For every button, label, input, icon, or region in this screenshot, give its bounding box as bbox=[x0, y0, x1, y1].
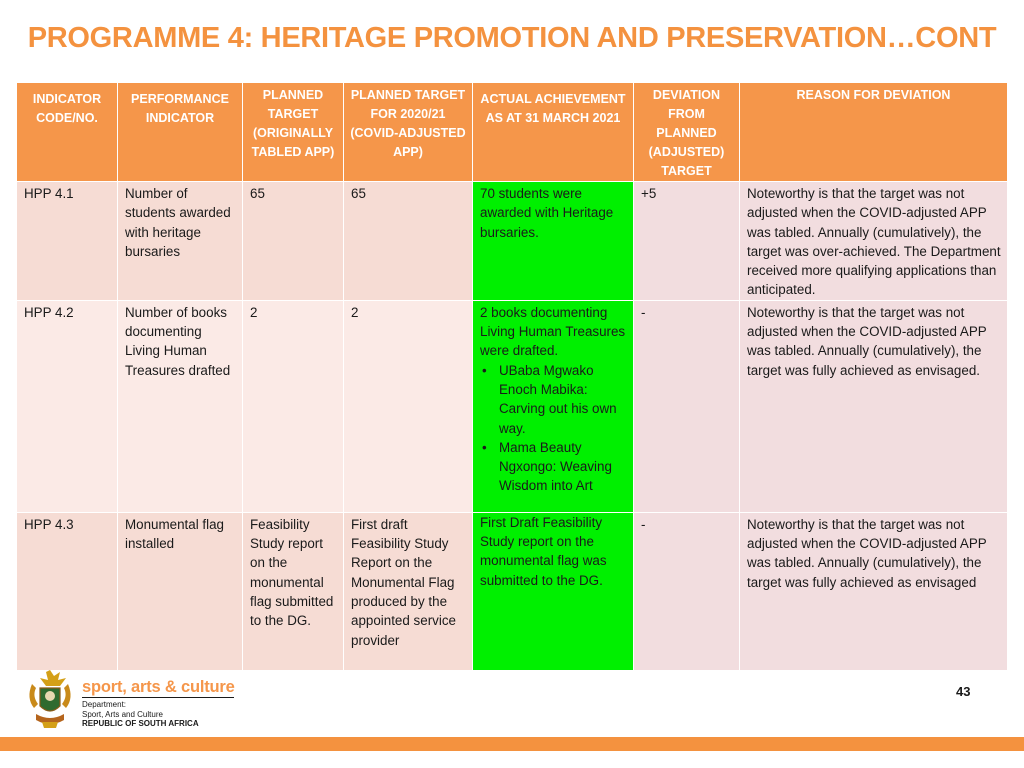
table-row bbox=[17, 512, 1008, 670]
cell-planned-adjusted: 2 bbox=[344, 300, 473, 512]
cell-actual: First Draft Feasibility Study report on the monumental flag was submitted to the DG. bbox=[473, 512, 634, 670]
header-planned-original: PLANNED TARGET (ORIGINALLY TABLED APP) bbox=[243, 83, 344, 182]
bottom-accent-bar bbox=[0, 737, 1024, 751]
cell-actual bbox=[473, 300, 634, 512]
cell-planned-adjusted: 65 bbox=[344, 182, 473, 301]
brand-divider bbox=[82, 697, 234, 698]
brand-name: sport, arts & culture bbox=[82, 678, 235, 696]
cell-indicator: Number of students awarded with heritage bursaries bbox=[118, 182, 243, 301]
cell-deviation: +5 bbox=[634, 182, 740, 301]
header-deviation: DEVIATION FROM PLANNED (ADJUSTED) TARGET bbox=[634, 83, 740, 182]
performance-table bbox=[16, 82, 1008, 671]
department-info bbox=[82, 700, 199, 729]
cell-code: HPP 4.1 bbox=[17, 182, 118, 301]
table-header-row bbox=[17, 83, 1008, 182]
table-row bbox=[17, 182, 1008, 301]
cell-deviation: - bbox=[634, 512, 740, 670]
dept-label: Department: bbox=[82, 700, 127, 709]
cell-planned-original: 65 bbox=[243, 182, 344, 301]
header-actual-achievement: ACTUAL ACHIEVEMENT AS AT 31 MARCH 2021 bbox=[473, 83, 634, 182]
country-name: REPUBLIC OF SOUTH AFRICA bbox=[82, 719, 199, 728]
actual-summary: 2 books documenting Living Human Treasures were drafted. bbox=[480, 304, 626, 359]
list-item: • Mama Beauty Ngxongo: Weaving Wisdom into Art bbox=[480, 438, 627, 496]
table-row bbox=[17, 300, 1008, 512]
cell-actual: 70 students were awarded with Heritage bursaries. bbox=[473, 182, 634, 301]
header-reason: REASON FOR DEVIATION bbox=[740, 83, 1008, 182]
list-item: • UBaba Mgwako Enoch Mabika: Carving out his own way. bbox=[480, 361, 627, 438]
cell-code: HPP 4.3 bbox=[17, 512, 118, 670]
cell-planned-original: Feasibility Study report on the monumental flag submitted to the DG. bbox=[243, 512, 344, 670]
cell-deviation: - bbox=[634, 300, 740, 512]
page-title: PROGRAMME 4: HERITAGE PROMOTION AND PRESERVATION…CONT bbox=[27, 22, 997, 54]
header-performance-indicator: PERFORMANCE INDICATOR bbox=[118, 83, 243, 182]
cell-reason: Noteworthy is that the target was not adjusted when the COVID-adjusted APP was tabled. Annually (cumulatively), the target was fully achieved as envisaged. bbox=[740, 300, 1008, 512]
book-list bbox=[480, 361, 627, 496]
cell-indicator: Monumental flag installed bbox=[118, 512, 243, 670]
dept-name: Sport, Arts and Culture bbox=[82, 709, 163, 719]
page-number: 43 bbox=[956, 684, 971, 699]
cell-planned-adjusted: First draft Feasibility Study Report on the Monumental Flag produced by the appointed service provider bbox=[344, 512, 473, 670]
cell-reason: Noteworthy is that the target was not adjusted when the COVID-adjusted APP was tabled. Annually (cumulatively), the target was over-achieved. The Department received more qualifying applications than anticipated. bbox=[740, 182, 1008, 301]
cell-planned-original: 2 bbox=[243, 300, 344, 512]
coat-of-arms-icon bbox=[24, 668, 76, 732]
header-indicator-code: INDICATOR CODE/NO. bbox=[17, 83, 118, 182]
cell-reason: Noteworthy is that the target was not adjusted when the COVID-adjusted APP was tabled. Annually (cumulatively), the target was fully achieved as envisaged bbox=[740, 512, 1008, 670]
cell-code: HPP 4.2 bbox=[17, 300, 118, 512]
header-planned-adjusted: PLANNED TARGET FOR 2020/21 (COVID-ADJUSTED APP) bbox=[344, 83, 473, 182]
cell-indicator: Number of books documenting Living Human Treasures drafted bbox=[118, 300, 243, 512]
